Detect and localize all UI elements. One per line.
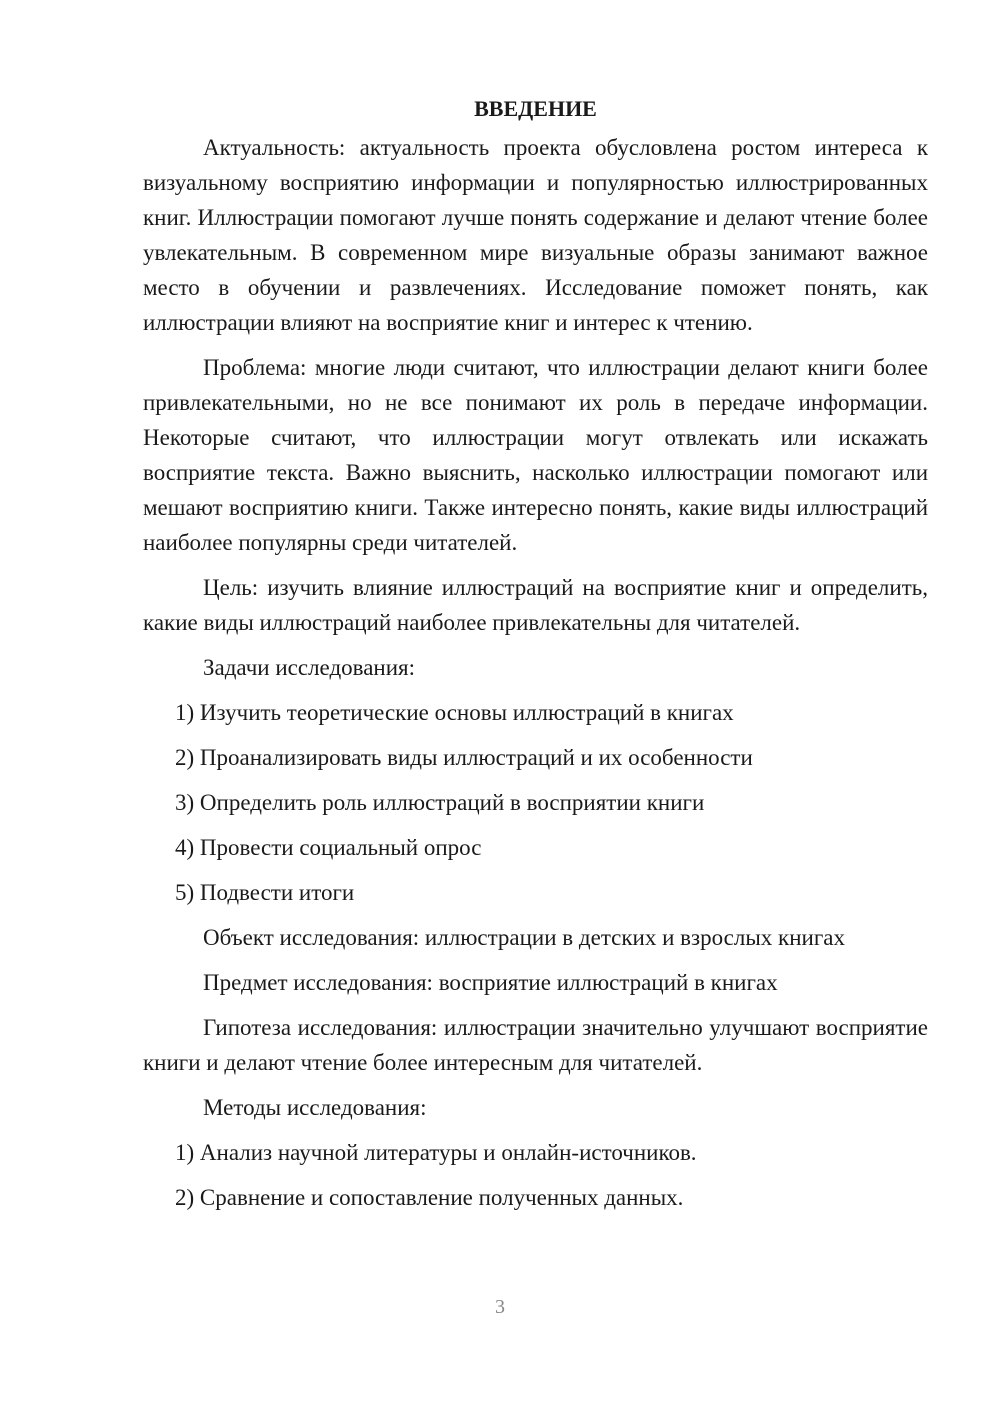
page-title: ВВЕДЕНИЕ <box>474 96 597 121</box>
object-line: Объект исследования: иллюстрации в детских и взрослых книгах <box>203 925 845 950</box>
hypothesis-paragraph: Гипотеза исследования: иллюстрации значительно улучшают восприятие книги и делают чтение более интересным для читателей. <box>143 1015 928 1075</box>
list-item: 5) Подвести итоги <box>175 880 355 905</box>
subject-line: Предмет исследования: восприятие иллюстраций в книгах <box>203 970 778 995</box>
list-item: 2) Сравнение и сопоставление полученных данных. <box>175 1185 684 1210</box>
tasks-heading: Задачи исследования: <box>203 655 416 680</box>
page-number: 3 <box>495 1296 505 1318</box>
methods-heading: Методы исследования: <box>203 1095 427 1120</box>
relevance-paragraph: Актуальность: актуальность проекта обусловлена ростом интереса к визуальному восприятию информации и популярностью иллюстрированных книг. Иллюстрации помогают лучше понять содержание и делают чтение более увлекательным. В современном мире визуальные образы занимают важное место в обучении и развлечениях. Исследование поможет понять, как иллюстрации влияют на восприятие книг и интерес к чтению. <box>143 135 928 335</box>
goal-paragraph: Цель: изучить влияние иллюстраций на восприятие книг и определить, какие виды иллюстраций наиболее привлекательны для читателей. <box>143 575 928 635</box>
list-item: 2) Проанализировать виды иллюстраций и их особенности <box>175 745 753 770</box>
list-item: 1) Анализ научной литературы и онлайн-источников. <box>175 1140 697 1165</box>
problem-paragraph: Проблема: многие люди считают, что иллюстрации делают книги более привлекательными, но не все понимают их роль в передаче информации. Некоторые считают, что иллюстрации могут отвлекать или искажать восприятие текста. Важно выяснить, насколько иллюстрации помогают или мешают восприятию книги. Также интересно понять, какие виды иллюстраций наиболее популярны среди читателей. <box>143 355 928 555</box>
methods-list <box>143 1135 928 1215</box>
list-item: 1) Изучить теоретические основы иллюстраций в книгах <box>175 700 734 725</box>
page-content <box>143 92 928 1215</box>
list-item: 4) Провести социальный опрос <box>175 835 482 860</box>
list-item: 3) Определить роль иллюстраций в восприятии книги <box>175 790 705 815</box>
tasks-list <box>143 695 928 910</box>
